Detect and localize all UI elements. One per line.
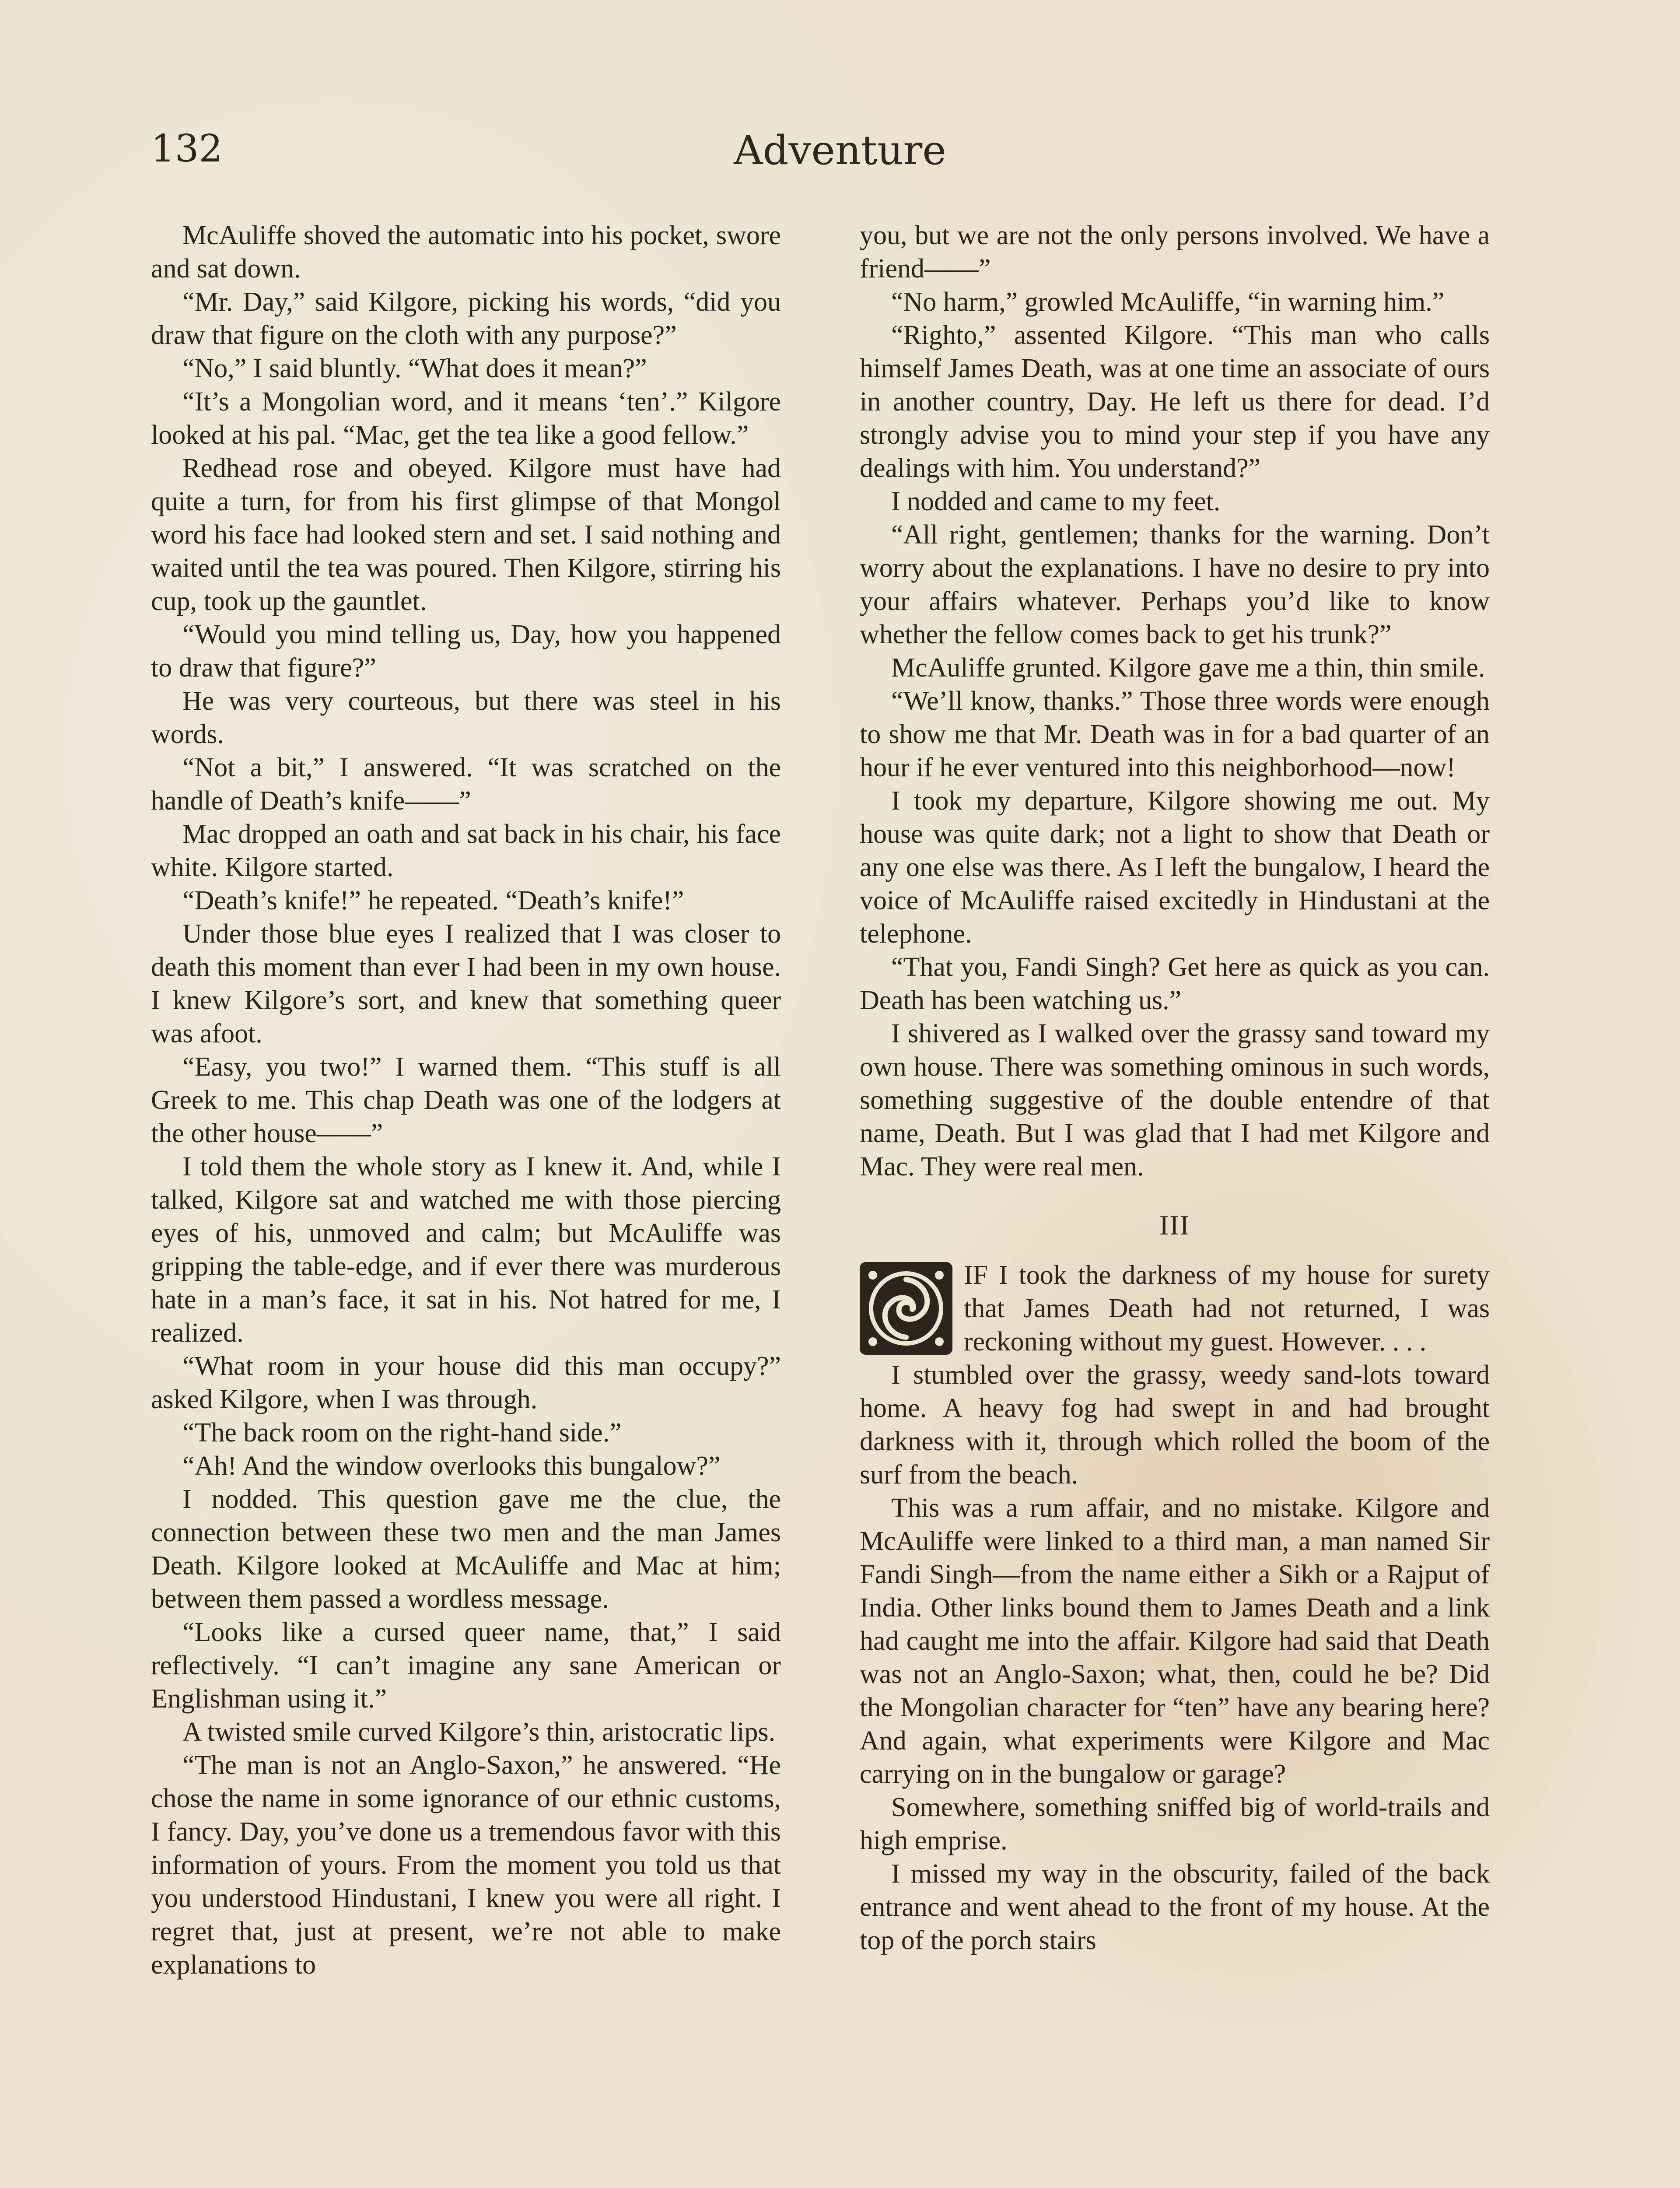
paragraph: you, but we are not the only persons involved. We have a friend——” — [860, 221, 1490, 284]
paragraph: “No,” I said bluntly. “What does it mean?” — [182, 354, 647, 383]
paragraph: I shivered as I walked over the grassy sand toward my own house. There was something ominous in such words, something suggestive of the double entendre of that name, Death. But I was glad that I had met Kilgore and Mac. They were real men. — [860, 1019, 1490, 1182]
paragraph: “Ah! And the window overlooks this bungalow?” — [182, 1451, 721, 1481]
paragraph: “The man is not an Anglo-Saxon,” he answered. “He chose the name in some ignorance of our ethnic customs, I fancy. Day, you’ve done us a tremendous favor with this information of yours. From the moment you told us that you understood Hindustani, I knew you were all right. I regret that, just at present, we’re not able to make explanations to — [151, 1750, 781, 1980]
paragraph: A twisted smile curved Kilgore’s thin, aristocratic lips. — [182, 1717, 776, 1747]
page-number: 132 — [151, 127, 223, 171]
section-heading: III — [1159, 1210, 1190, 1241]
paragraph: “Easy, you two!” I warned them. “This stuff is all Greek to me. This chap Death was one of the lodgers at the other house——” — [151, 1052, 781, 1148]
paragraph: “The back room on the right-hand side.” — [182, 1418, 622, 1448]
paragraph: This was a rum affair, and no mistake. Kilgore and McAuliffe were linked to a third man, a man named Sir Fandi Singh—from the name either a Sikh or a Rajput of India. Other links bound them to James Death and a link had caught me into the affair. Kilgore had said that Death was not an Anglo-Saxon; what, then, could he be? Did the Mongolian character for “ten” have any bearing here? And again, what experiments were Kilgore and Mac carrying on in the bungalow or garage? — [860, 1493, 1490, 1789]
paragraph: “Death’s knife!” he repeated. “Death’s knife!” — [182, 886, 684, 915]
paragraph: “We’ll know, thanks.” Those three words were enough to show me that Mr. Death was in for a bad quarter of an hour if he ever ventured into this neighborhood—now! — [860, 686, 1490, 782]
paragraph: “Righto,” assented Kilgore. “This man who calls himself James Death, was at one time an associate of ours in another country, Day. He left us there for dead. I’d strongly advise you to mind your step if you have any dealings with him. You understand?” — [860, 320, 1490, 483]
paragraph: “All right, gentlemen; thanks for the warning. Don’t worry about the explanations. I have no desire to pry into your affairs whatever. Perhaps you’d like to know whether the fellow comes back to get his trunk?” — [860, 520, 1490, 649]
paragraph: I stumbled over the grassy, weedy sand-lots toward home. A heavy fog had swept in and had brought darkness with it, through which rolled the boom of the surf from the beach. — [860, 1360, 1490, 1490]
running-head: Adventure — [734, 127, 946, 174]
paragraph: Redhead rose and obeyed. Kilgore must have had quite a turn, for from his first glimpse of that Mongol word his face had looked stern and set. I said nothing and waited until the tea was poured. Then Kilgore, stirring his cup, took up the gauntlet. — [151, 453, 781, 616]
paragraph: “That you, Fandi Singh? Get here as quick as you can. Death has been watching us.” — [860, 952, 1490, 1015]
paragraph: “Mr. Day,” said Kilgore, picking his words, “did you draw that figure on the cloth with any purpose?” — [151, 287, 781, 350]
paragraph: “Not a bit,” I answered. “It was scratched on the handle of Death’s knife——” — [151, 753, 781, 816]
paragraph: “No harm,” growled McAuliffe, “in warning him.” — [891, 287, 1445, 317]
swirl-ornament-icon — [860, 1262, 952, 1355]
paragraph: McAuliffe shoved the automatic into his pocket, swore and sat down. — [151, 221, 781, 284]
paragraph: I nodded and came to my feet. — [891, 487, 1221, 516]
dropcap-text: IF I took the darkness of my house for surety that James Death had not returned, I was reckoning without my guest. However. . . . — [964, 1260, 1490, 1357]
right-column — [860, 219, 1490, 1957]
dropcap-paragraph — [860, 1259, 1490, 1358]
paragraph: “It’s a Mongolian word, and it means ‘ten’.” Kilgore looked at his pal. “Mac, get the tea like a good fellow.” — [151, 387, 781, 450]
paragraph: Mac dropped an oath and sat back in his chair, his face white. Kilgore started. — [151, 819, 781, 882]
paragraph: I took my departure, Kilgore showing me out. My house was quite dark; not a light to show that Death or any one else was there. As I left the bungalow, I heard the voice of McAuliffe raised excitedly in Hindustani at the telephone. — [860, 786, 1490, 949]
paragraph: “Would you mind telling us, Day, how you happened to draw that figure?” — [151, 620, 781, 683]
paragraph: I told them the whole story as I knew it. And, while I talked, Kilgore sat and watched me with those piercing eyes of his, unmoved and calm; but McAuliffe was gripping the table-edge, and if ever there was murderous hate in a man’s face, it sat in his. Not hatred for me, I realized. — [151, 1152, 781, 1348]
paragraph: I nodded. This question gave me the clue, the connection between these two men and the man James Death. Kilgore looked at McAuliffe and Mac at him; between them passed a wordless message. — [151, 1484, 781, 1614]
paragraph: I missed my way in the obscurity, failed of the back entrance and went ahead to the front of my house. At the top of the porch stairs — [860, 1859, 1490, 1955]
paragraph: Somewhere, something sniffed big of world-trails and high emprise. — [860, 1792, 1490, 1855]
paragraph: “What room in your house did this man occupy?” asked Kilgore, when I was through. — [151, 1351, 781, 1414]
paragraph: Under those blue eyes I realized that I was closer to death this moment than ever I had been in my own house. I knew Kilgore’s sort, and knew that something queer was afoot. — [151, 919, 781, 1048]
paragraph: “Looks like a cursed queer name, that,” I said reflectively. “I can’t imagine any sane American or Englishman using it.” — [151, 1617, 781, 1714]
paragraph: McAuliffe grunted. Kilgore gave me a thin, thin smile. — [891, 653, 1485, 683]
left-column — [151, 219, 781, 1981]
paragraph: He was very courteous, but there was steel in his words. — [151, 686, 781, 749]
